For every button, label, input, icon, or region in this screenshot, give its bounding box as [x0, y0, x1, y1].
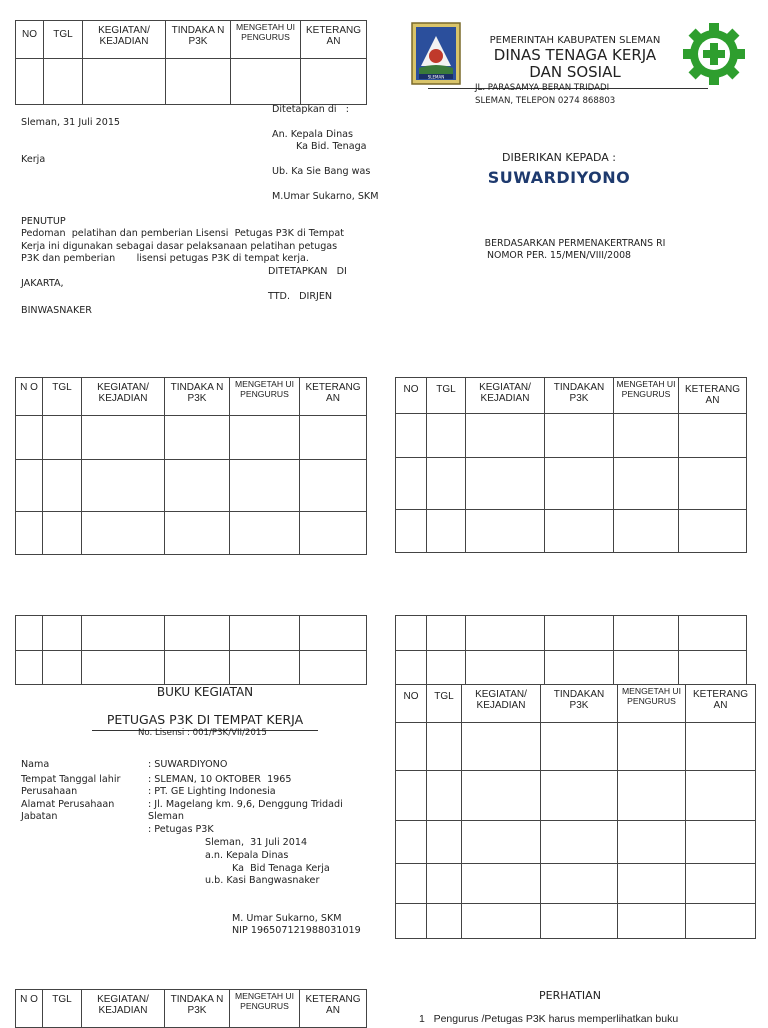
dinas-line-2: DAN SOSIAL [529, 63, 621, 81]
field-label-nama: Nama [21, 759, 50, 770]
table-row [16, 460, 367, 512]
field-value-perusahaan: : PT. GE Lighting Indonesia [148, 786, 276, 797]
place-date: Sleman, 31 Juli 2015 [21, 117, 121, 128]
table-row [396, 771, 756, 821]
field-value-ttl: : SLEMAN, 10 OKTOBER 1965 [148, 774, 292, 785]
kepala-line-2: Ka Bid. Tenaga [296, 141, 367, 152]
col-no: NO [396, 685, 427, 723]
col-tindakan: TINDAKAN P3K [541, 685, 618, 723]
kepala-line-1: An. Kepala Dinas [272, 129, 354, 140]
col-no: NO [16, 21, 44, 59]
basis-line-2: NOMOR PER. 15/MEN/VIII/2008 [486, 250, 632, 261]
field-value-alamat-city: Sleman [148, 811, 184, 822]
field-label-alamat: Alamat Perusahaan [21, 799, 115, 810]
col-mengetahui: MENGETAH UI PENGURUS [231, 21, 301, 59]
ttd-text: TTD. DIRJEN [268, 291, 333, 302]
given-to-label: DIBERIKAN KEPADA : [502, 151, 616, 164]
table-row [396, 821, 756, 864]
table-row [16, 416, 367, 460]
col-keterangan: KETERANG AN [301, 21, 367, 59]
table-row [396, 414, 747, 458]
col-tgl: TGL [44, 21, 83, 59]
gov-name: PEMERINTAH KABUPATEN SLEMAN [489, 35, 661, 46]
col-tindakan: TINDAKA N P3K [165, 378, 230, 416]
kerja-text: Kerja [21, 154, 46, 165]
sign-ka: Ka Bid Tenaga Kerja [232, 863, 330, 874]
col-keterangan: KETERANG AN [300, 378, 367, 416]
address-line-1: JL. PARASAMYA BERAN TRIDADI [475, 83, 610, 93]
ditetapkan-di: Ditetapkan di : [272, 104, 349, 115]
table-row [396, 510, 747, 553]
field-label-perusahaan: Perusahaan [21, 786, 78, 797]
activity-table-2 [15, 377, 367, 555]
col-tindakan: TINDAKA N P3K [165, 990, 230, 1028]
penutup-line-3: P3K dan pemberian lisensi petugas P3K di tempat kerja. [21, 253, 309, 264]
table-row [16, 59, 367, 105]
col-tgl: TGL [427, 378, 466, 414]
col-keterangan: KETERANG AN [300, 990, 367, 1028]
col-kegiatan: KEGIATAN/ KEJADIAN [82, 990, 165, 1028]
col-kegiatan: KEGIATAN/ KEJADIAN [466, 378, 545, 414]
col-kegiatan: KEGIATAN/ KEJADIAN [462, 685, 541, 723]
table-row [16, 512, 367, 555]
table-row [396, 458, 747, 510]
binwasnaker-text: BINWASNAKER [21, 305, 92, 316]
ub-line: Ub. Ka Sie Bang was [272, 166, 371, 177]
col-mengetahui: MENGETAH UI PENGURUS [230, 990, 300, 1028]
table-row [396, 864, 756, 904]
col-no: N O [16, 378, 43, 416]
col-tindakan: TINDAKAN P3K [545, 378, 614, 414]
jakarta-text: JAKARTA, [21, 278, 64, 289]
col-keterangan: KETERANG AN [686, 685, 756, 723]
col-mengetahui: MENGETAH UI PENGURUS [230, 378, 300, 416]
table-row [396, 723, 756, 771]
penutup-title: PENUTUP [21, 216, 66, 227]
field-value-jabatan: : Petugas P3K [148, 824, 214, 835]
table-row [396, 651, 747, 685]
activity-table-1 [15, 20, 367, 105]
table-row [16, 616, 367, 651]
perhatian-item-1: 1 Pengurus /Petugas P3K harus memperlihatkan buku [419, 1013, 679, 1025]
disnaker-cross-logo [682, 22, 746, 86]
col-tgl: TGL [427, 685, 462, 723]
activity-table-7 [15, 989, 367, 1028]
field-value-alamat: : Jl. Magelang km. 9,6, Denggung Tridadi [148, 799, 343, 810]
activity-table-3 [395, 377, 747, 553]
activity-table-6 [395, 684, 756, 939]
col-tindakan: TINDAKA N P3K [166, 21, 231, 59]
sign-place-date: Sleman, 31 Juli 2014 [205, 837, 308, 848]
svg-text:SLEMAN: SLEMAN [427, 74, 445, 80]
sign-nip: NIP 196507121988031019 [232, 925, 361, 936]
signer-name: M.Umar Sukarno, SKM [272, 191, 379, 202]
basis-line-1: BERDASARKAN PERMENAKERTRANS RI [484, 238, 666, 249]
perhatian-title: PERHATIAN [539, 989, 601, 1002]
book-title: BUKU KEGIATAN [156, 685, 254, 699]
col-no: N O [16, 990, 43, 1028]
field-label-jabatan: Jabatan [21, 811, 58, 822]
activity-table-4 [15, 615, 367, 685]
col-kegiatan: KEGIATAN/ KEJADIAN [82, 378, 165, 416]
penutup-line-2: Kerja ini digunakan sebagai dasar pelaksanaan pelatihan petugas [21, 241, 338, 252]
table-row [16, 651, 367, 685]
ditetapkan-caps: DITETAPKAN DI [268, 266, 347, 277]
sleman-logo [411, 22, 461, 85]
field-label-ttl: Tempat Tanggal lahir [21, 774, 121, 785]
book-subtitle: PETUGAS P3K DI TEMPAT KERJA [106, 712, 304, 727]
license-number: No. Lisensi : 001/P3K/VII/2015 [138, 728, 267, 738]
col-keterangan: KETERANG AN [679, 378, 747, 414]
col-kegiatan: KEGIATAN/ KEJADIAN [83, 21, 166, 59]
field-value-nama: : SUWARDIYONO [148, 759, 228, 770]
col-tgl: TGL [43, 378, 82, 416]
penutup-line-1: Pedoman pelatihan dan pemberian Lisensi Petugas P3K di Tempat [21, 228, 345, 239]
col-no: NO [396, 378, 427, 414]
activity-table-5 [395, 615, 747, 685]
col-tgl: TGL [43, 990, 82, 1028]
sign-name: M. Umar Sukarno, SKM [232, 913, 342, 924]
sign-ub: u.b. Kasi Bangwasnaker [205, 875, 320, 886]
col-mengetahui: MENGETAH UI PENGURUS [614, 378, 679, 414]
recipient-name: SUWARDIYONO [487, 168, 631, 187]
address-line-2: SLEMAN, TELEPON 0274 868803 [475, 96, 616, 106]
table-row [396, 616, 747, 651]
dinas-line-1: DINAS TENAGA KERJA [493, 46, 657, 64]
col-mengetahui: MENGETAH UI PENGURUS [618, 685, 686, 723]
table-row [396, 904, 756, 939]
sign-an: a.n. Kepala Dinas [205, 850, 289, 861]
